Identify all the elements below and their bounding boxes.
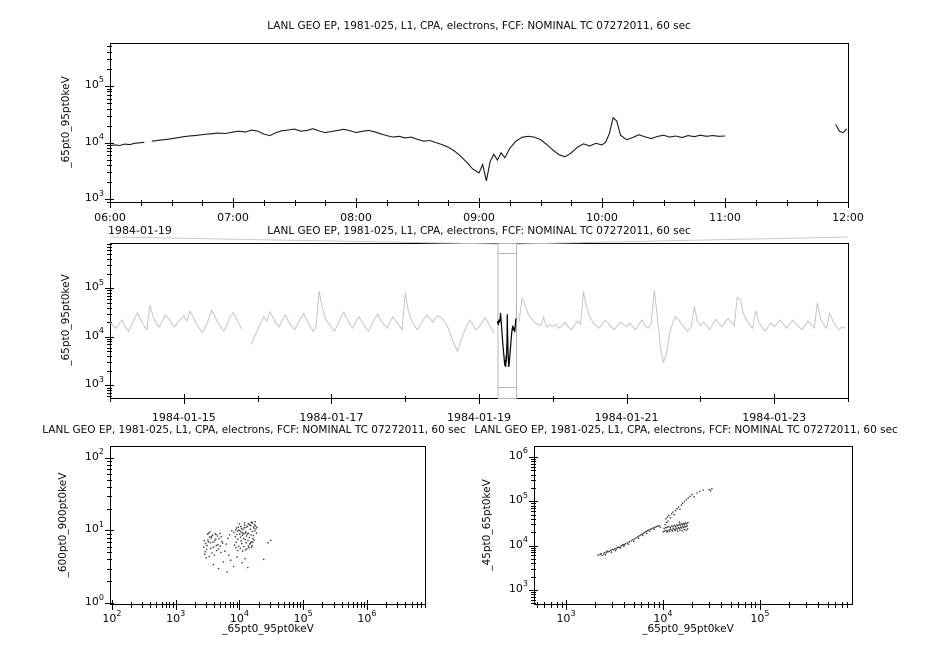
y-tick-label: $10^5$ bbox=[84, 75, 104, 91]
y-tick-label: $10^5$ bbox=[84, 277, 104, 294]
y-tick-label: $10^1$ bbox=[84, 519, 104, 536]
panel-frame[interactable] bbox=[111, 447, 426, 605]
context-date-label: 1984-01-19 bbox=[108, 224, 172, 237]
x-tick-label: $10^5$ bbox=[750, 609, 770, 625]
x-tick-label: $10^4$ bbox=[229, 609, 249, 625]
scatter-right-title: LANL GEO EP, 1981-025, L1, CPA, electrons, FCF: NOMINAL TC 07272011, 60 sec bbox=[474, 424, 898, 436]
x-tick-label: $10^5$ bbox=[293, 609, 313, 625]
x-tick-label: 07:00 bbox=[217, 211, 249, 224]
x-tick-label: $10^3$ bbox=[556, 609, 576, 625]
axis-ticks bbox=[105, 47, 849, 209]
panel-2 bbox=[105, 447, 426, 611]
connector-line-left bbox=[110, 237, 497, 244]
axis-ticks bbox=[105, 459, 426, 611]
panel-frame[interactable] bbox=[111, 244, 849, 399]
panel-3 bbox=[529, 447, 853, 611]
y-tick-label: $10^0$ bbox=[84, 592, 104, 609]
x-tick-label: 09:00 bbox=[463, 211, 495, 224]
scatter-right-xlabel: _65pt0_95pt0keV bbox=[642, 623, 734, 635]
panel-frame[interactable] bbox=[535, 447, 853, 605]
scatter-points bbox=[203, 521, 272, 573]
x-tick-label: $10^2$ bbox=[102, 609, 122, 625]
x-tick-label: 06:00 bbox=[94, 211, 126, 224]
y-tick-label: $10^3$ bbox=[84, 188, 104, 205]
x-tick-label: 1984-01-17 bbox=[299, 411, 364, 424]
y-tick-label: $10^4$ bbox=[84, 131, 104, 148]
top-panel-ylabel: _65pt0_95pt0keV bbox=[60, 76, 72, 168]
x-tick-label: 1984-01-21 bbox=[594, 411, 659, 424]
x-tick-label: $10^4$ bbox=[653, 609, 673, 625]
x-tick-label: 1984-01-15 bbox=[151, 411, 216, 424]
y-tick-label: $10^4$ bbox=[508, 534, 528, 551]
y-tick-label: $10^5$ bbox=[508, 490, 528, 507]
y-tick-label: $10^4$ bbox=[84, 326, 104, 342]
x-tick-label: 10:00 bbox=[586, 211, 618, 224]
scatter-left-xlabel: _65pt0_95pt0keV bbox=[222, 623, 314, 635]
highlight-trace bbox=[497, 313, 516, 367]
x-tick-label: 1984-01-23 bbox=[742, 411, 807, 424]
x-tick-label: 1984-01-19 bbox=[447, 411, 511, 424]
x-tick-label: $10^3$ bbox=[166, 609, 186, 625]
connector-line-right bbox=[516, 237, 848, 244]
axis-ticks bbox=[105, 245, 849, 405]
scatter-left-title: LANL GEO EP, 1981-025, L1, CPA, electrons, FCF: NOMINAL TC 07272011, 60 sec bbox=[42, 424, 466, 436]
connector-lines bbox=[110, 237, 848, 244]
x-tick-label: 11:00 bbox=[709, 211, 741, 224]
y-tick-label: $10^2$ bbox=[84, 446, 104, 463]
scatter-points bbox=[597, 488, 712, 556]
top-trace bbox=[110, 142, 144, 145]
panel-1 bbox=[105, 244, 849, 405]
panel-0 bbox=[105, 44, 849, 209]
y-tick-label: $10^6$ bbox=[508, 446, 528, 463]
axis-ticks bbox=[529, 458, 848, 611]
top-panel-title: LANL GEO EP, 1981-025, L1, CPA, electrons, FCF: NOMINAL TC 07272011, 60 sec bbox=[267, 20, 691, 32]
x-tick-label: 12:00 bbox=[832, 211, 864, 224]
y-tick-label: $10^3$ bbox=[84, 374, 104, 391]
overview-trace bbox=[110, 290, 845, 362]
top-trace bbox=[836, 124, 847, 132]
panel-frame[interactable] bbox=[111, 44, 849, 203]
scatter-right-ylabel: _45pt0_65pt0keV bbox=[481, 479, 493, 571]
y-tick-label: $10^3$ bbox=[508, 579, 528, 595]
x-tick-label: $10^6$ bbox=[357, 609, 377, 625]
x-tick-label: 08:00 bbox=[340, 211, 372, 224]
top-trace bbox=[152, 118, 725, 181]
scatter-left-ylabel: _600pt0_900pt0keV bbox=[57, 472, 69, 578]
overview-panel-ylabel: _65pt0_95pt0keV bbox=[60, 274, 72, 366]
overview-panel-title: LANL GEO EP, 1981-025, L1, CPA, electrons, FCF: NOMINAL TC 07272011, 60 sec bbox=[267, 225, 691, 237]
